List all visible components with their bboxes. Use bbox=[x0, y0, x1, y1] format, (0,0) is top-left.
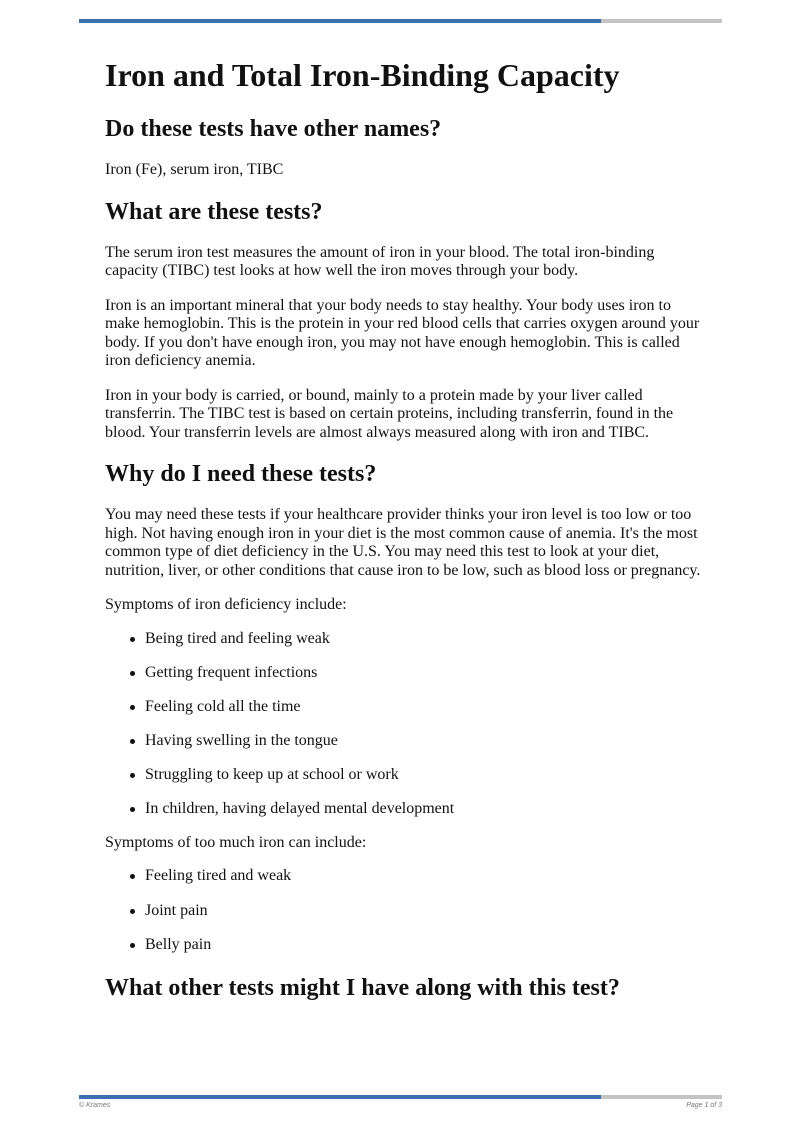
heading-why: Why do I need these tests? bbox=[105, 461, 377, 487]
list-item: Feeling tired and weak bbox=[105, 867, 705, 886]
list-item: Being tired and feeling weak bbox=[105, 630, 705, 649]
document-body bbox=[105, 52, 705, 1003]
bottom-rule bbox=[79, 1095, 722, 1099]
footer-copyright: © Krames bbox=[79, 1102, 111, 1109]
excess-intro: Symptoms of too much iron can include: bbox=[105, 833, 367, 851]
why-paragraph-1: You may need these tests if your healthcare provider thinks your iron level is too low or too high. Not having enough iron in your diet is the most common cause of anemia. It's the most common type of diet deficiency in the U.S. You may need this test to look at your diet, nutrition, liver, or other conditions that cause iron to be low, such as blood loss or pregnancy. bbox=[105, 506, 701, 579]
list-item: In children, having delayed mental development bbox=[105, 800, 705, 819]
heading-what: What are these tests? bbox=[105, 198, 323, 225]
list-item: Struggling to keep up at school or work bbox=[105, 766, 705, 785]
deficiency-intro: Symptoms of iron deficiency include: bbox=[105, 596, 347, 613]
list-item: Feeling cold all the time bbox=[105, 698, 705, 717]
what-paragraph-3: Iron in your body is carried, or bound, mainly to a protein made by your liver called transferrin. The TIBC test is based on certain proteins, including transferrin, found in the blood. Your transferrin levels are almost always measured along with iron and TIBC. bbox=[105, 386, 674, 441]
bottom-rule-accent bbox=[79, 1095, 601, 1099]
footer-page-number: Page 1 of 3 bbox=[686, 1102, 722, 1109]
heading-other-names: Do these tests have other names? bbox=[105, 116, 442, 142]
top-rule bbox=[79, 19, 722, 23]
list-item: Having swelling in the tongue bbox=[105, 732, 705, 751]
list-item: Belly pain bbox=[105, 936, 705, 955]
deficiency-list bbox=[105, 630, 705, 819]
what-paragraph-2: Iron is an important mineral that your body needs to stay healthy. Your body uses iron to make hemoglobin. This is the protein in your red blood cells that carries oxygen around your body. If you don't have enough iron, you may not have enough hemoglobin. This is called iron deficiency anemia. bbox=[105, 296, 700, 369]
top-rule-accent bbox=[79, 19, 601, 23]
list-item: Joint pain bbox=[105, 902, 705, 921]
list-item: Getting frequent infections bbox=[105, 664, 705, 683]
other-names-text: Iron (Fe), serum iron, TIBC bbox=[105, 161, 284, 178]
page-title: Iron and Total Iron-Binding Capacity bbox=[105, 57, 620, 93]
excess-list bbox=[105, 867, 705, 954]
heading-other-tests: What other tests might I have along with this test? bbox=[105, 975, 620, 1002]
what-paragraph-1: The serum iron test measures the amount of iron in your blood. The total iron-binding capacity (TIBC) test looks at how well the iron moves through your body. bbox=[105, 243, 655, 279]
